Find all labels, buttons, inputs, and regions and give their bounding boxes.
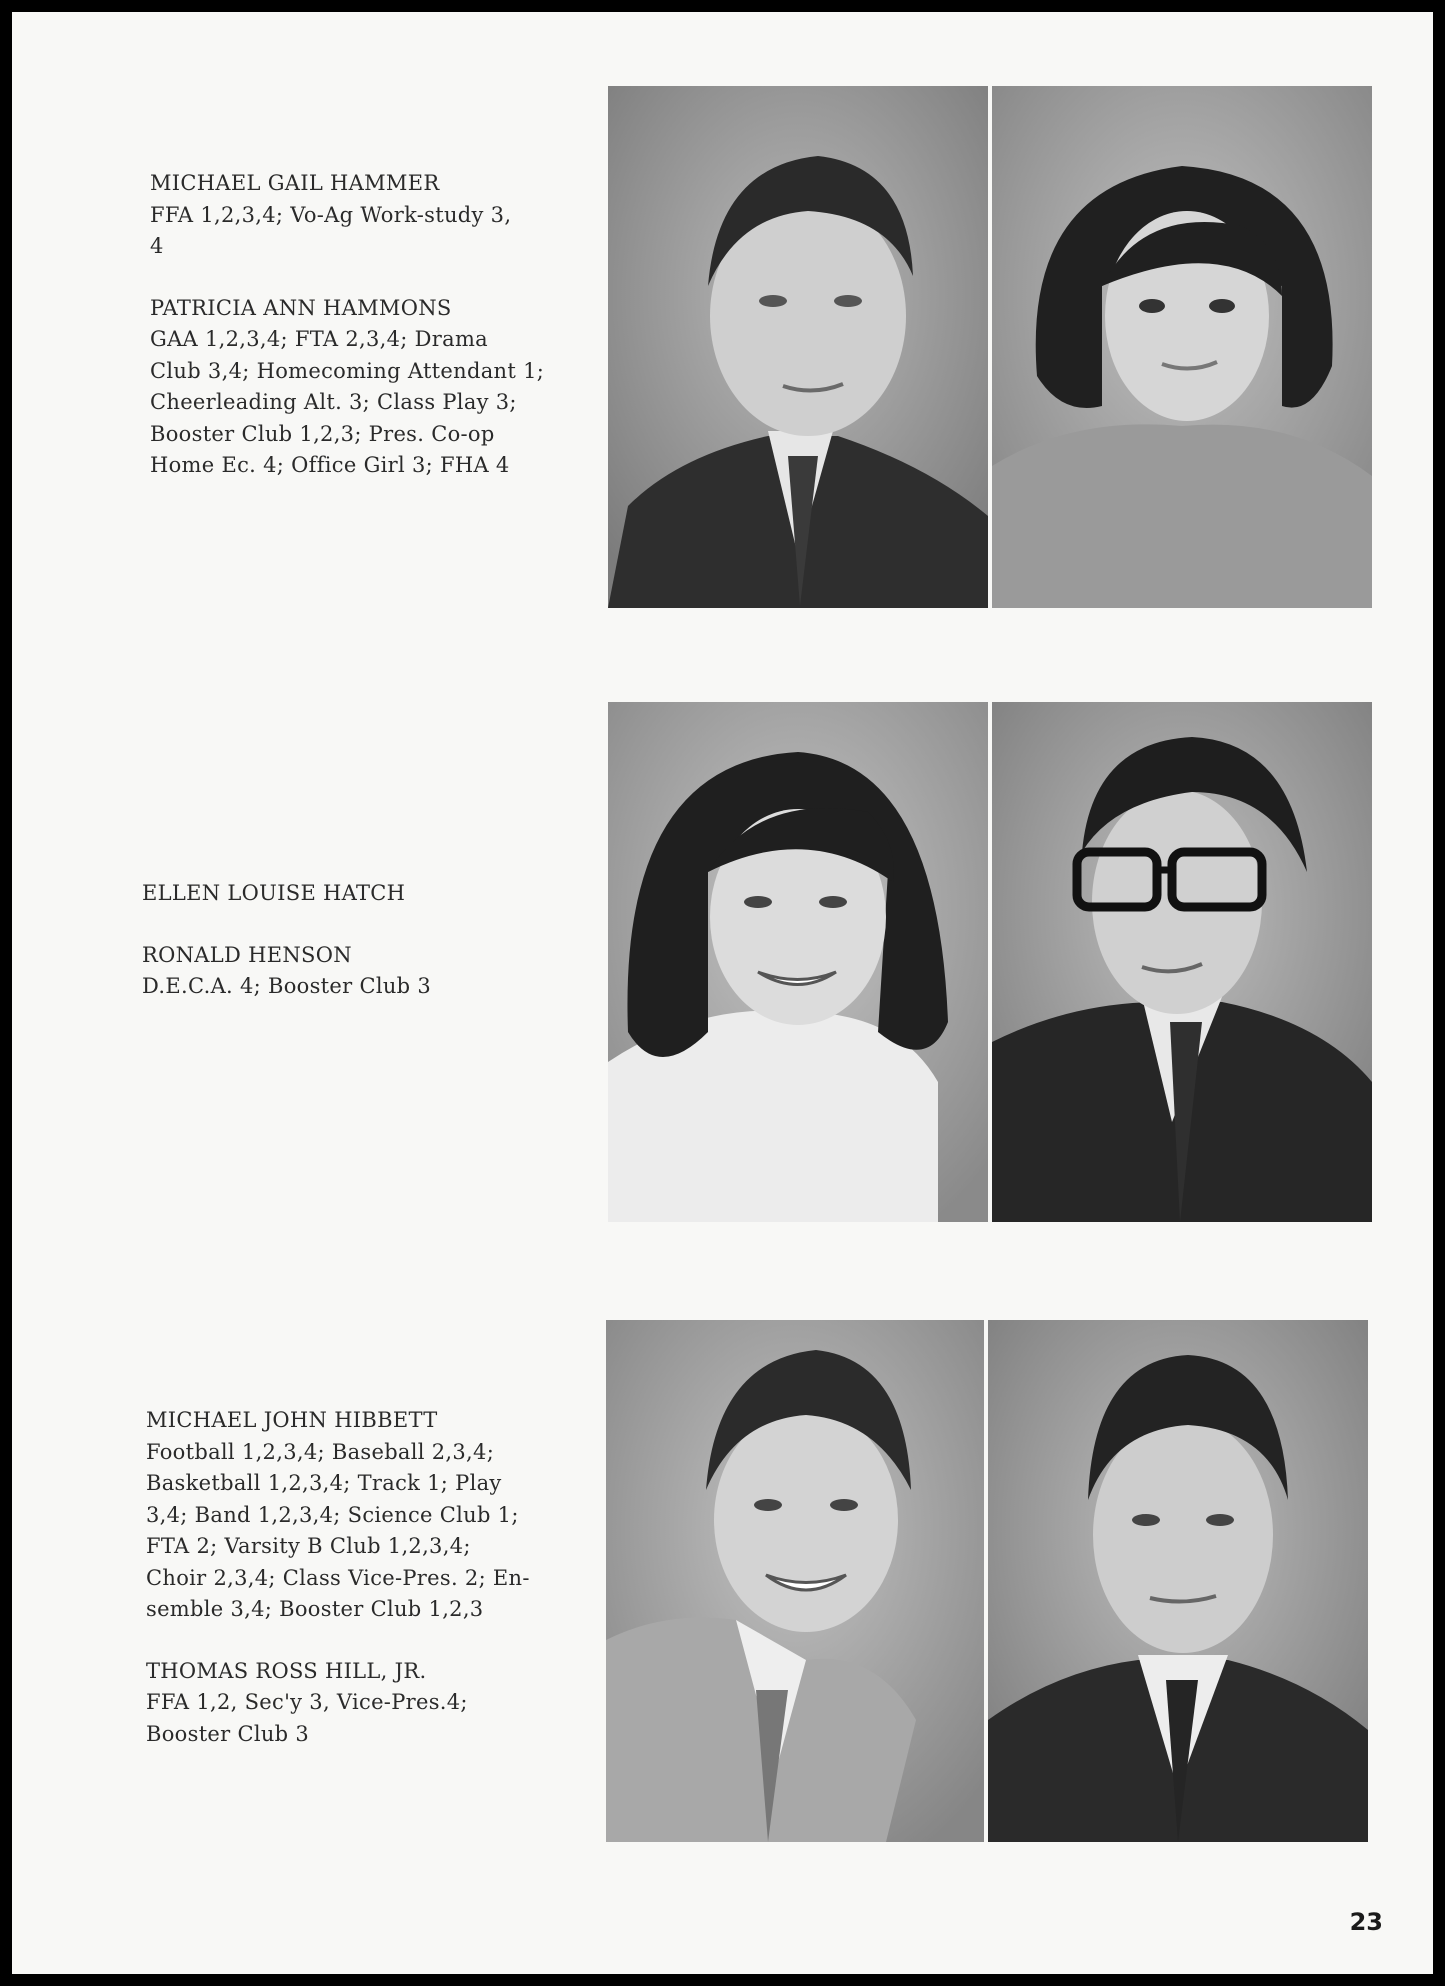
student-name: MICHAEL GAIL HAMMER	[150, 171, 440, 195]
student-activities: FFA 1,2, Sec'y 3, Vice-Pres.4;	[146, 1690, 468, 1714]
text-block-row-1	[150, 168, 580, 482]
student-name: RONALD HENSON	[142, 942, 352, 967]
student-name: ELLEN LOUISE HATCH	[142, 881, 406, 905]
student-activities: Booster Club 3	[146, 1721, 310, 1746]
student-activities: FTA 2; Varsity B Club 1,2,3,4;	[146, 1534, 471, 1558]
student-name: PATRICIA ANN HAMMONS	[150, 295, 452, 320]
student-activities: Cheerleading Alt. 3; Class Play 3;	[150, 390, 517, 414]
student-activities: Club 3,4; Homecoming Attendant 1;	[150, 358, 545, 383]
portrait-photo-hill	[988, 1320, 1368, 1842]
student-activities: semble 3,4; Booster Club 1,2,3	[146, 1597, 484, 1621]
yearbook-page	[12, 12, 1433, 1974]
student-activities: GAA 1,2,3,4; FTA 2,3,4; Drama	[150, 327, 488, 351]
portrait-photo-hammer	[608, 86, 988, 608]
student-name: THOMAS ROSS HILL, JR.	[146, 1658, 427, 1683]
student-activities: Booster Club 1,2,3; Pres. Co-op	[150, 421, 495, 446]
portrait-photo-hibbett	[606, 1320, 984, 1842]
portrait-photo-henson	[992, 702, 1372, 1222]
page-number: 23	[1349, 1908, 1383, 1936]
student-activities: Home Ec. 4; Office Girl 3; FHA 4	[150, 453, 510, 477]
student-name: MICHAEL JOHN HIBBETT	[146, 1408, 438, 1432]
text-block-row-3	[146, 1405, 576, 1750]
student-activities: Basketball 1,2,3,4; Track 1; Play	[146, 1471, 502, 1495]
student-activities: 3,4; Band 1,2,3,4; Science Club 1;	[146, 1502, 519, 1527]
student-activities: 4	[150, 234, 164, 258]
portrait-photo-hammons	[992, 86, 1372, 608]
portrait-photo-hatch	[608, 702, 988, 1222]
student-activities: D.E.C.A. 4; Booster Club 3	[142, 974, 432, 998]
student-activities: FFA 1,2,3,4; Vo-Ag Work-study 3,	[150, 202, 512, 227]
student-activities: Choir 2,3,4; Class Vice-Pres. 2; En-	[146, 1565, 530, 1590]
text-block-row-2	[142, 878, 572, 1003]
student-activities: Football 1,2,3,4; Baseball 2,3,4;	[146, 1439, 495, 1464]
